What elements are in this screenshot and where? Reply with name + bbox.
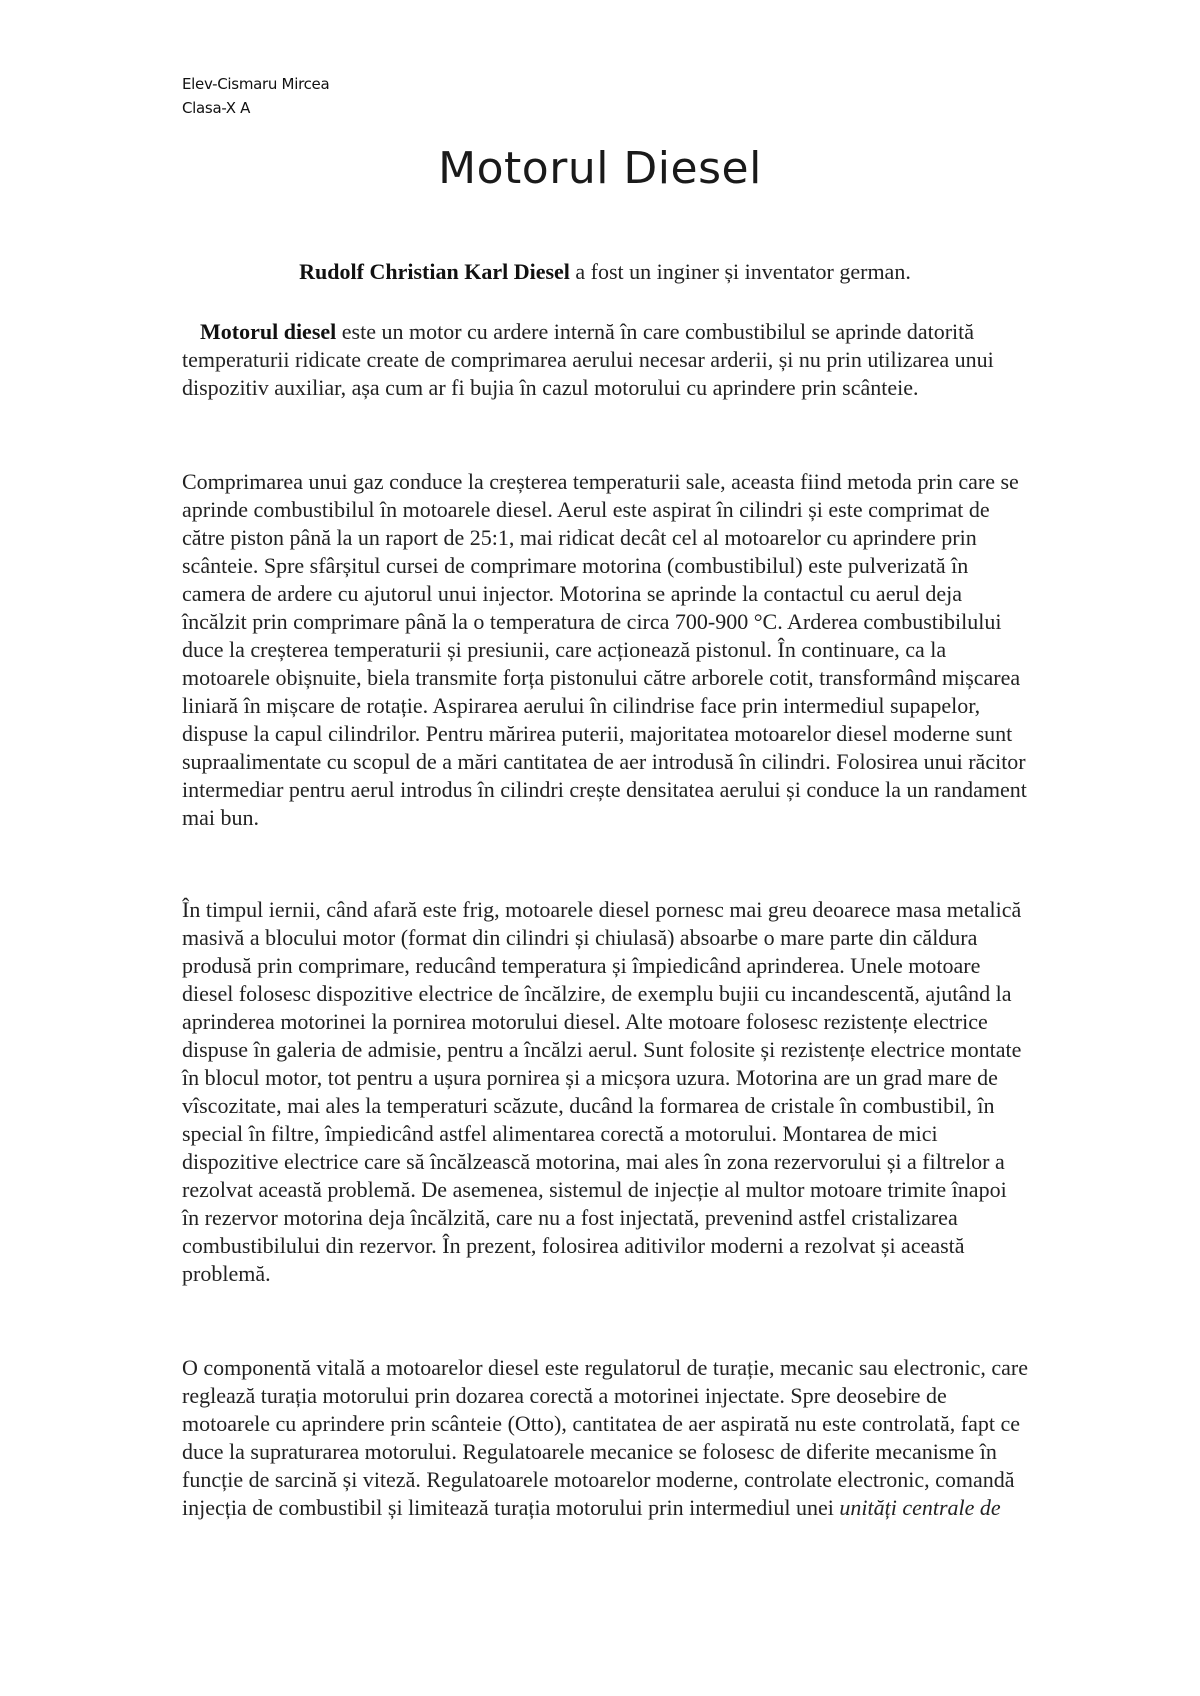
speed-regulator-paragraph (182, 1354, 1028, 1522)
class-label: Clasa-X A (182, 99, 251, 117)
document-title: Motorul Diesel (438, 143, 762, 194)
regulator-italic-text: unități centrale de (839, 1495, 1001, 1520)
winter-start-paragraph: În timpul iernii, când afară este frig, motoarele diesel pornesc mai greu deoarece masa metalică masivă a blocului motor (format din cilindri și chiulasă) absoarbe o mare parte din căldura produsă prin comprimare, reducând temperatura și împiedicând aprinderea. Unele motoare diesel folosesc dispozitive electrice de încălzire, de exemplu bujii cu incandescentă, ajutând la aprinderea motorinei la pornirea motorului diesel. Alte motoare folosesc rezistențe electrice dispuse în galeria de admisie, pentru a încălzi aerul. Sunt folosite și rezistențe electrice montate în blocul motor, tot pentru a ușura pornirea și a micșora uzura. Motorina are un grad mare de vîscozitate, mai ales la temperaturi scăzute, ducând la formarea de cristale în combustibil, în special în filtre, împiedicând astfel alimentarea corectă a motorului. Montarea de mici dispozitive electrice care să încălzească motorina, mai ales în zona rezervorului și a filtrelor a rezolvat această problemă. De asemenea, sistemul de injecție al multor motoare trimite înapoi în rezervor motorina deja încălzită, care nu a fost injectată, prevenind astfel cristalizarea combustibilului din rezervor. În prezent, folosirea aditivilor moderni a rezolvat și această problemă. (182, 897, 1022, 1286)
intro-paragraph (182, 258, 1028, 286)
intro-text: a fost un inginer și inventator german. (569, 259, 911, 284)
regulator-text: O componentă vitală a motoarelor diesel este regulatorul de turație, mecanic sau electronic, care reglează turația motorului prin dozarea corectă a motorinei injectate. Spre deosebire de motoarele cu aprindere prin scânteie (Otto), cantitatea de aer aspirată nu este controlată, fapt ce duce la supraturarea motorului. Regulatoarele mecanice se folosesc de diferite mecanisme în funcție de sarcină și viteză. Regulatoarele motoarelor moderne, controlate electronic, comandă injecția de combustibil și limitează turația motorului prin intermediul unei (182, 1355, 1029, 1520)
definition-paragraph (182, 318, 1028, 402)
defined-term: Motorul diesel (200, 319, 337, 344)
author-header (182, 72, 329, 120)
compression-paragraph: Comprimarea unui gaz conduce la creșterea temperaturii sale, aceasta fiind metoda prin care se aprinde combustibilul în motoarele diesel. Aerul este aspirat în cilindri și este comprimat de către piston până la un raport de 25:1, mai ridicat decât cel al motoarelor cu aprindere prin scânteie. Spre sfârșitul cursei de comprimare motorina (combustibilul) este pulverizată în camera de ardere cu ajutorul unui injector. Motorina se aprinde la contactul cu aerul deja încălzit prin comprimare până la o temperatura de circa 700-900 °C. Arderea combustibilului duce la creșterea temperaturii și presiunii, care acționează pistonul. În continuare, ca la motoarele obișnuite, biela transmite forța pistonului către arborele cotit, transformând mișcarea liniară în mișcare de rotație. Aspirarea aerului în cilindrise face prin intermediul supapelor, dispuse la capul cilindrilor. Pentru mărirea puterii, majoritatea motoarelor diesel moderne sunt supraalimentate cu scopul de a mări cantitatea de aer introdusă în cilindri. Folosirea unui răcitor intermediar pentru aerul introdus în cilindri crește densitatea aerului și conduce la un randament mai bun. (182, 469, 1027, 830)
author-name: Elev-Cismaru Mircea (182, 75, 330, 93)
definition-text: este un motor cu ardere internă în care combustibilul se aprinde datorită temperaturii ridicate create de comprimarea aerului necesar arderii, și nu prin utilizarea unui dispozitiv auxiliar, așa cum ar fi bujia în cazul motorului cu aprindere prin scânteie. (182, 319, 994, 400)
inventor-name: Rudolf Christian Karl Diesel (299, 259, 570, 284)
